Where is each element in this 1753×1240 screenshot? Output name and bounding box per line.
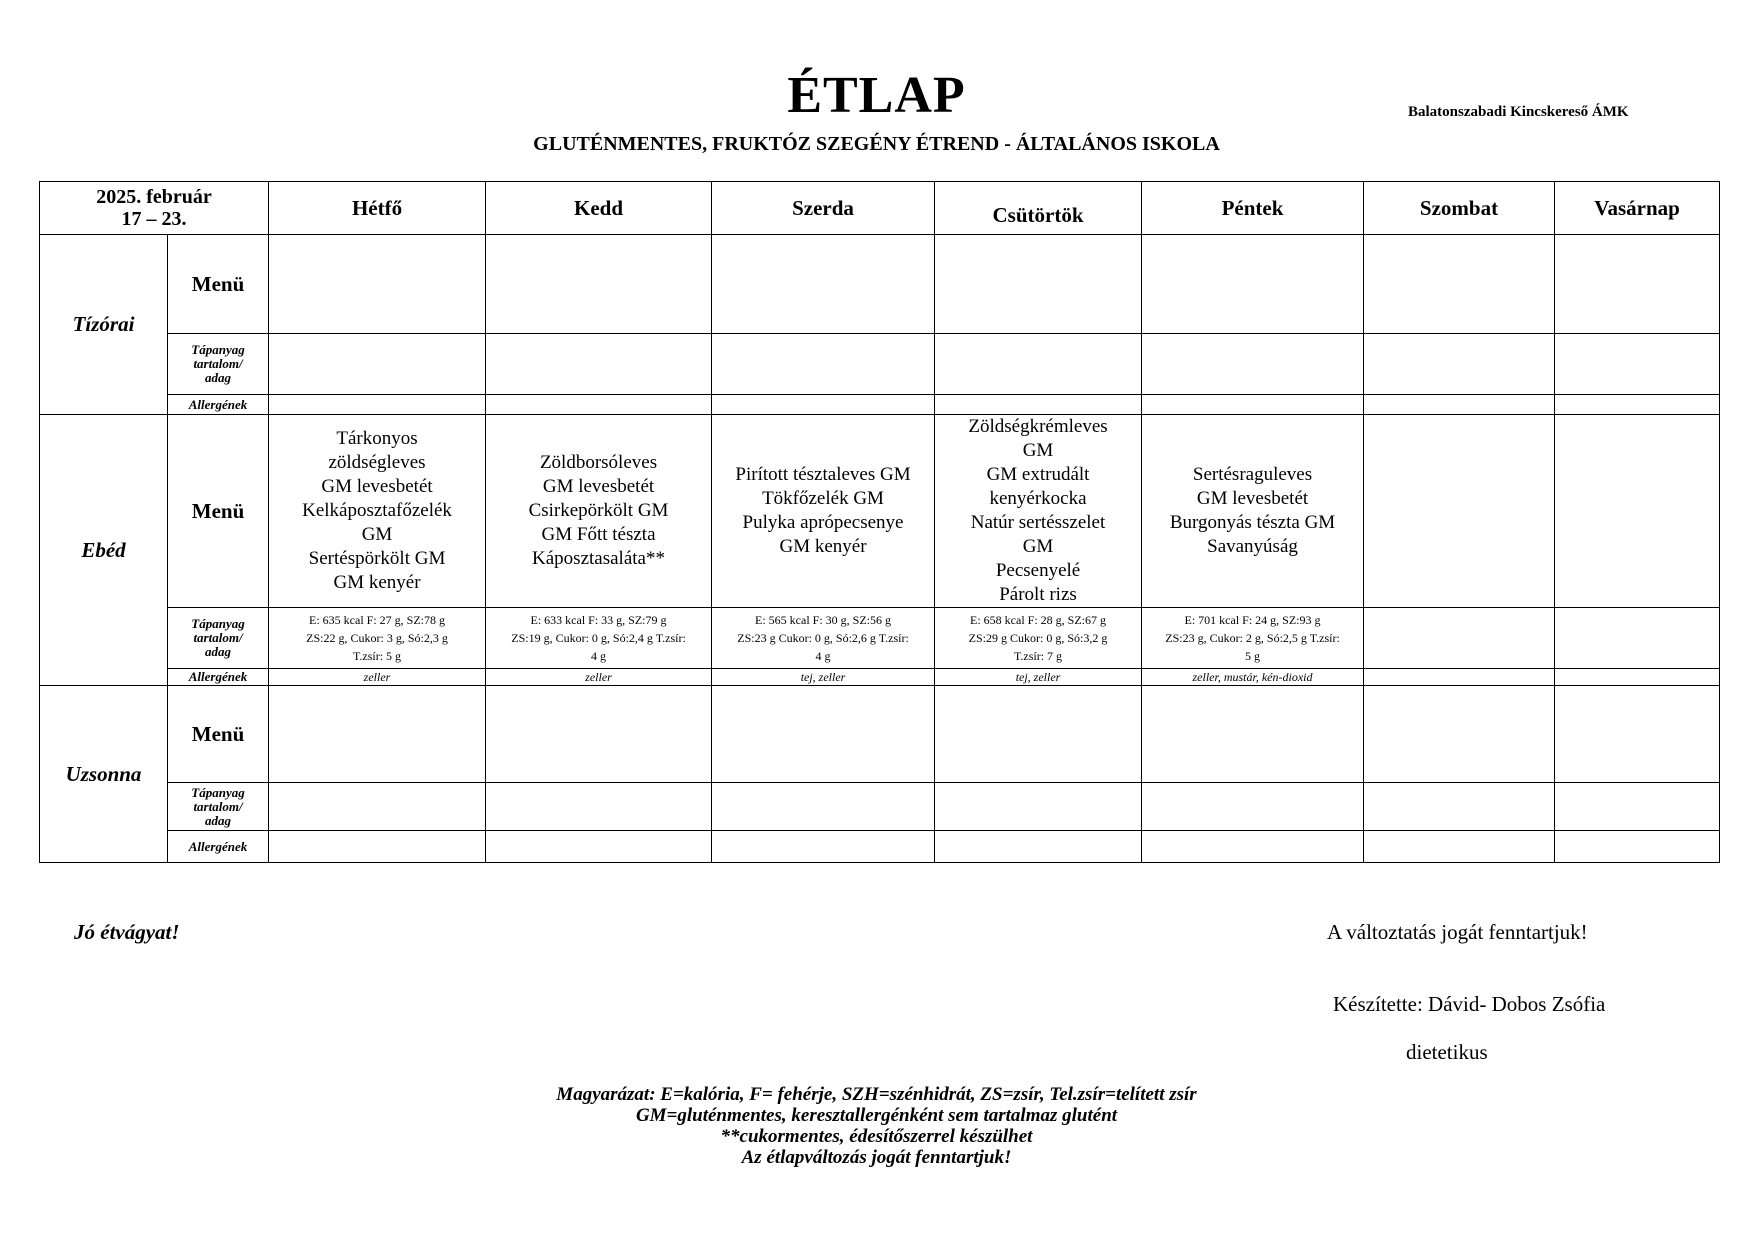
date-range-cell [40, 182, 269, 235]
nutrition-cell [1142, 334, 1364, 395]
label-line: adag [205, 644, 231, 659]
allergen-cell-monday: zeller [269, 669, 486, 686]
nutrition-cell-friday [1142, 608, 1364, 669]
day-header-friday: Péntek [1142, 182, 1364, 235]
menu-cell [486, 235, 712, 334]
menu-cell-thursday [935, 415, 1142, 608]
allergen-cell-sunday [1555, 669, 1720, 686]
row-label-allergens: Allergének [168, 669, 269, 686]
dish: GM kenyér [779, 536, 867, 557]
nutrition-line: 5 g [1245, 649, 1261, 663]
row-label-menu: Menü [168, 686, 269, 783]
nutrition-line: T.zsír: 5 g [352, 649, 402, 663]
label-line: Tápanyag [191, 784, 245, 800]
dish: Savanyúság [1207, 536, 1298, 557]
allergen-cell [935, 831, 1142, 863]
label-line: Tápanyag [191, 616, 245, 631]
nutrition-line: E: 701 kcal F: 24 g, SZ:93 g [1184, 613, 1321, 627]
nutrition-cell [1142, 783, 1364, 831]
allergen-cell [486, 831, 712, 863]
allergen-cell [486, 395, 712, 415]
uzsonna-menu-row [40, 686, 1720, 783]
dish: GM extrudált [986, 464, 1090, 485]
dish: GM levesbetét [1196, 488, 1309, 509]
row-label-menu: Menü [168, 415, 269, 608]
nutrition-cell [1555, 783, 1720, 831]
legend-line: **cukormentes, édesítőszerrel készülhet [720, 1126, 1033, 1147]
dish: kenyérkocka [989, 488, 1087, 509]
menu-cell [935, 235, 1142, 334]
nutrition-line: E: 658 kcal F: 28 g, SZ:67 g [970, 613, 1107, 627]
dish: Zöldborsóleves [539, 452, 658, 473]
row-label-allergens: Allergének [168, 831, 269, 863]
day-header-wednesday: Szerda [712, 182, 935, 235]
dish: Tárkonyos [336, 428, 418, 449]
dish: Zöldségkrémleves [968, 416, 1108, 437]
dish: GM [1022, 536, 1054, 557]
legend-line: Magyarázat: E=kalória, F= fehérje, SZH=szénhidrát, ZS=zsír, Tel.zsír=telített zsír [556, 1084, 1197, 1105]
nutrition-cell [712, 783, 935, 831]
nutrition-line: E: 633 kcal F: 33 g, SZ:79 g [530, 613, 667, 627]
allergen-cell [1364, 395, 1555, 415]
date-month: 2025. február [96, 186, 212, 208]
dish: GM levesbetét [321, 476, 433, 497]
tizorai-nutrition-row [40, 334, 1720, 395]
menu-cell [712, 686, 935, 783]
menu-cell [1555, 235, 1720, 334]
dish: Csirkepörkölt GM [528, 500, 669, 521]
dish: GM [361, 524, 393, 545]
allergen-cell-tuesday: zeller [486, 669, 712, 686]
day-header-monday: Hétfő [269, 182, 486, 235]
nutrition-cell [269, 334, 486, 395]
nutrition-line: T.zsír: 7 g [1013, 649, 1063, 663]
row-label-allergens: Allergének [168, 395, 269, 415]
legend-line: Az étlapváltozás jogát fenntartjuk! [741, 1147, 1012, 1168]
allergen-cell [269, 831, 486, 863]
nutrition-cell [935, 783, 1142, 831]
nutrition-line: 4 g [815, 649, 831, 663]
dish: GM levesbetét [542, 476, 655, 497]
label-line: tartalom/ [193, 798, 243, 814]
nutrition-cell-monday [269, 608, 486, 669]
nutrition-line: ZS:29 g Cukor: 0 g, Só:3,2 g [968, 631, 1108, 645]
uzsonna-nutrition-row [40, 783, 1720, 831]
dish: Pecsenyelé [995, 560, 1081, 581]
menu-cell [1364, 686, 1555, 783]
day-header-sunday: Vasárnap [1555, 182, 1720, 235]
nutrition-cell-tuesday [486, 608, 712, 669]
nutrition-line: ZS:22 g, Cukor: 3 g, Só:2,3 g [306, 631, 448, 645]
allergen-cell [1364, 831, 1555, 863]
dish: Sertéspörkölt GM [308, 548, 446, 569]
meal-label-ebed: Ebéd [40, 415, 168, 686]
menu-cell-friday [1142, 415, 1364, 608]
header-row [40, 182, 1720, 235]
meal-label-tizorai: Tízórai [40, 235, 168, 415]
nutrition-cell [486, 783, 712, 831]
menu-cell [1142, 686, 1364, 783]
allergen-cell [712, 831, 935, 863]
nutrition-cell [269, 783, 486, 831]
label-line: adag [205, 370, 231, 385]
dish: Tökfőzelék GM [762, 488, 884, 509]
dish: GM [1022, 440, 1054, 461]
tizorai-menu-row [40, 235, 1720, 334]
nutrition-cell [1555, 334, 1720, 395]
dish: Káposztasaláta** [532, 548, 665, 569]
nutrition-line: ZS:23 g Cukor: 0 g, Só:2,6 g T.zsír: [737, 631, 909, 645]
dish: Pirított tésztaleves GM [735, 464, 911, 485]
page-title: ÉTLAP [787, 67, 966, 124]
day-header-saturday: Szombat [1364, 182, 1555, 235]
tizorai-allergen-row [40, 395, 1720, 415]
allergen-cell [1142, 395, 1364, 415]
menu-cell [486, 686, 712, 783]
nutrition-cell [1364, 783, 1555, 831]
menu-cell-tuesday [486, 415, 712, 608]
row-label-nutrition [168, 608, 269, 669]
nutrition-line: E: 565 kcal F: 30 g, SZ:56 g [755, 613, 892, 627]
ebed-allergen-row [40, 669, 1720, 686]
nutrition-cell-wednesday [712, 608, 935, 669]
allergen-cell-friday: zeller, mustár, kén-dioxid [1142, 669, 1364, 686]
allergen-cell-thursday: tej, zeller [935, 669, 1142, 686]
dish: Pulyka aprópecsenye [742, 512, 904, 533]
dish: Kelkáposztafőzelék [302, 500, 452, 521]
meal-label-uzsonna: Uzsonna [40, 686, 168, 863]
nutrition-cell-thursday [935, 608, 1142, 669]
nutrition-cell [486, 334, 712, 395]
label-line: adag [205, 812, 231, 828]
nutrition-cell [1364, 334, 1555, 395]
allergen-cell [1555, 395, 1720, 415]
row-label-nutrition [168, 783, 269, 831]
nutrition-cell [712, 334, 935, 395]
day-header-tuesday: Kedd [486, 182, 712, 235]
menu-cell-monday [269, 415, 486, 608]
author-line: Készítette: Dávid- Dobos Zsófia [1333, 992, 1606, 1016]
page-subtitle: GLUTÉNMENTES, FRUKTÓZ SZEGÉNY ÉTREND - ÁLTALÁNOS ISKOLA [533, 133, 1220, 155]
nutrition-line: E: 635 kcal F: 27 g, SZ:78 g [309, 613, 446, 627]
day-header-thursday: Csütörtök [935, 182, 1142, 235]
label-line: Tápanyag [191, 342, 245, 357]
dish: Sertésraguleves [1192, 464, 1313, 485]
nutrition-cell [935, 334, 1142, 395]
dish: GM kenyér [333, 572, 421, 593]
allergen-cell [1555, 831, 1720, 863]
uzsonna-allergen-row [40, 831, 1720, 863]
legend-line: GM=gluténmentes, keresztallergénként sem tartalmaz glutént [635, 1105, 1118, 1126]
change-notice: A változtatás jogát fenntartjuk! [1327, 920, 1588, 944]
nutrition-line: 4 g [591, 649, 607, 663]
menu-cell [712, 235, 935, 334]
label-line: tartalom/ [193, 356, 243, 371]
dish: Burgonyás tészta GM [1169, 512, 1336, 533]
dish: zöldségleves [328, 452, 426, 473]
weekly-menu-table [39, 181, 1720, 863]
allergen-cell-saturday [1364, 669, 1555, 686]
dish: GM Főtt tészta [541, 524, 656, 545]
organization-name: Balatonszabadi Kincskereső ÁMK [1408, 104, 1629, 120]
label-line: tartalom/ [193, 630, 243, 645]
legend-block [0, 1084, 1753, 1168]
allergen-cell-wednesday: tej, zeller [712, 669, 935, 686]
menu-cell [1142, 235, 1364, 334]
nutrition-cell-saturday [1364, 608, 1555, 669]
menu-cell [935, 686, 1142, 783]
nutrition-cell-sunday [1555, 608, 1720, 669]
menu-cell [269, 686, 486, 783]
allergen-cell [712, 395, 935, 415]
nutrition-line: ZS:23 g, Cukor: 2 g, Só:2,5 g T.zsír: [1165, 631, 1340, 645]
menu-cell-sunday [1555, 415, 1720, 608]
greeting-text: Jó étvágyat! [74, 920, 180, 944]
menu-cell-wednesday [712, 415, 935, 608]
date-days: 17 – 23. [121, 208, 187, 230]
row-label-menu: Menü [168, 235, 269, 334]
ebed-menu-row [40, 415, 1720, 608]
menu-cell-saturday [1364, 415, 1555, 608]
menu-cell [269, 235, 486, 334]
dish: Natúr sertésszelet [970, 512, 1106, 533]
allergen-cell [935, 395, 1142, 415]
menu-cell [1555, 686, 1720, 783]
row-label-nutrition [168, 334, 269, 395]
allergen-cell [1142, 831, 1364, 863]
allergen-cell [269, 395, 486, 415]
menu-cell [1364, 235, 1555, 334]
ebed-nutrition-row [40, 608, 1720, 669]
dish: Párolt rizs [999, 584, 1077, 605]
author-role: dietetikus [1406, 1040, 1488, 1064]
nutrition-line: ZS:19 g, Cukor: 0 g, Só:2,4 g T.zsír: [511, 631, 686, 645]
